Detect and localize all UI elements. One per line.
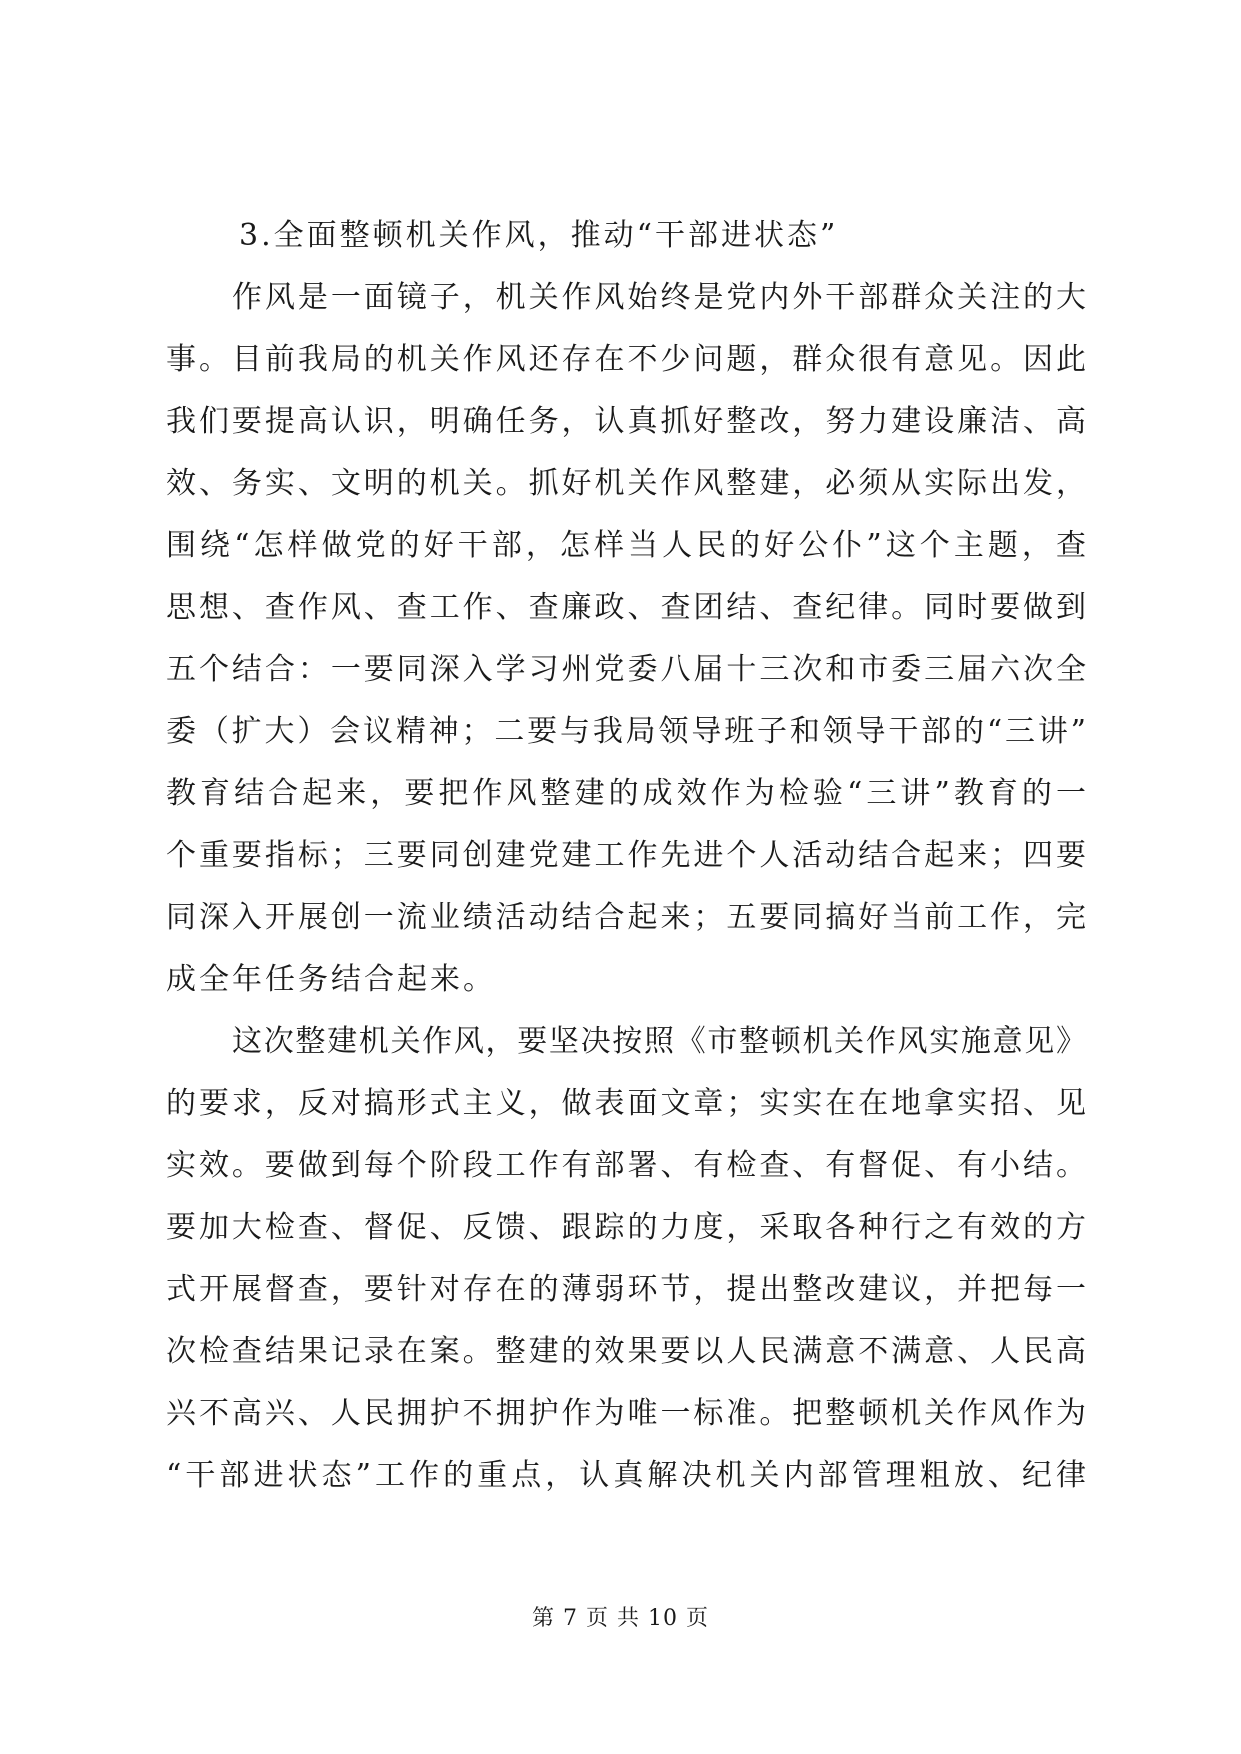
paragraph-1-line-4: 效、务实、文明的机关。抓好机关作风整建，必须从实际出发， (166, 466, 1086, 501)
paragraph-1-line-6: 思想、查作风、查工作、查廉政、查团结、查纪律。同时要做到 (166, 590, 1086, 625)
section-heading: 3.全面整顿机关作风，推动“干部进状态” (239, 218, 839, 253)
paragraph-2-line-6: 次检查结果记录在案。整建的效果要以人民满意不满意、人民高 (166, 1334, 1086, 1369)
paragraph-1-line-10: 个重要指标；三要同创建党建工作先进个人活动结合起来；四要 (166, 838, 1086, 873)
paragraph-2-line-4: 要加大检查、督促、反馈、跟踪的力度，采取各种行之有效的方 (166, 1210, 1086, 1245)
paragraph-1-line-12: 成全年任务结合起来。 (166, 962, 496, 997)
paragraph-1-line-1: 作风是一面镜子，机关作风始终是党内外干部群众关注的大 (232, 280, 1086, 315)
document-body (166, 205, 1086, 1507)
paragraph-2-line-8: “干部进状态”工作的重点，认真解决机关内部管理粗放、纪律 (166, 1458, 1086, 1493)
paragraph-2-line-3: 实效。要做到每个阶段工作有部署、有检查、有督促、有小结。 (166, 1148, 1086, 1183)
paragraph-1-line-9: 教育结合起来，要把作风整建的成效作为检验“三讲”教育的一 (166, 776, 1086, 811)
paragraph-2-line-2: 的要求，反对搞形式主义，做表面文章；实实在在地拿实招、见 (166, 1086, 1086, 1121)
page-number-footer: 第 7 页 共 10 页 (532, 1606, 709, 1631)
paragraph-1-line-5: 围绕“怎样做党的好干部，怎样当人民的好公仆”这个主题，查 (166, 528, 1086, 563)
paragraph-2-line-1: 这次整建机关作风，要坚决按照《市整顿机关作风实施意见》 (232, 1024, 1086, 1059)
paragraph-1-line-3: 我们要提高认识，明确任务，认真抓好整改，努力建设廉洁、高 (166, 404, 1086, 439)
paragraph-2-line-5: 式开展督查，要针对存在的薄弱环节，提出整改建议，并把每一 (166, 1272, 1086, 1307)
paragraph-1-line-7: 五个结合：一要同深入学习州党委八届十三次和市委三届六次全 (166, 652, 1086, 687)
paragraph-1-line-2: 事。目前我局的机关作风还存在不少问题，群众很有意见。因此 (166, 342, 1086, 377)
paragraph-1-line-11: 同深入开展创一流业绩活动结合起来；五要同搞好当前工作，完 (166, 900, 1086, 935)
paragraph-2-line-7: 兴不高兴、人民拥护不拥护作为唯一标准。把整顿机关作风作为 (166, 1396, 1086, 1431)
paragraph-1-line-8: 委（扩大）会议精神；二要与我局领导班子和领导干部的“三讲” (166, 714, 1086, 749)
